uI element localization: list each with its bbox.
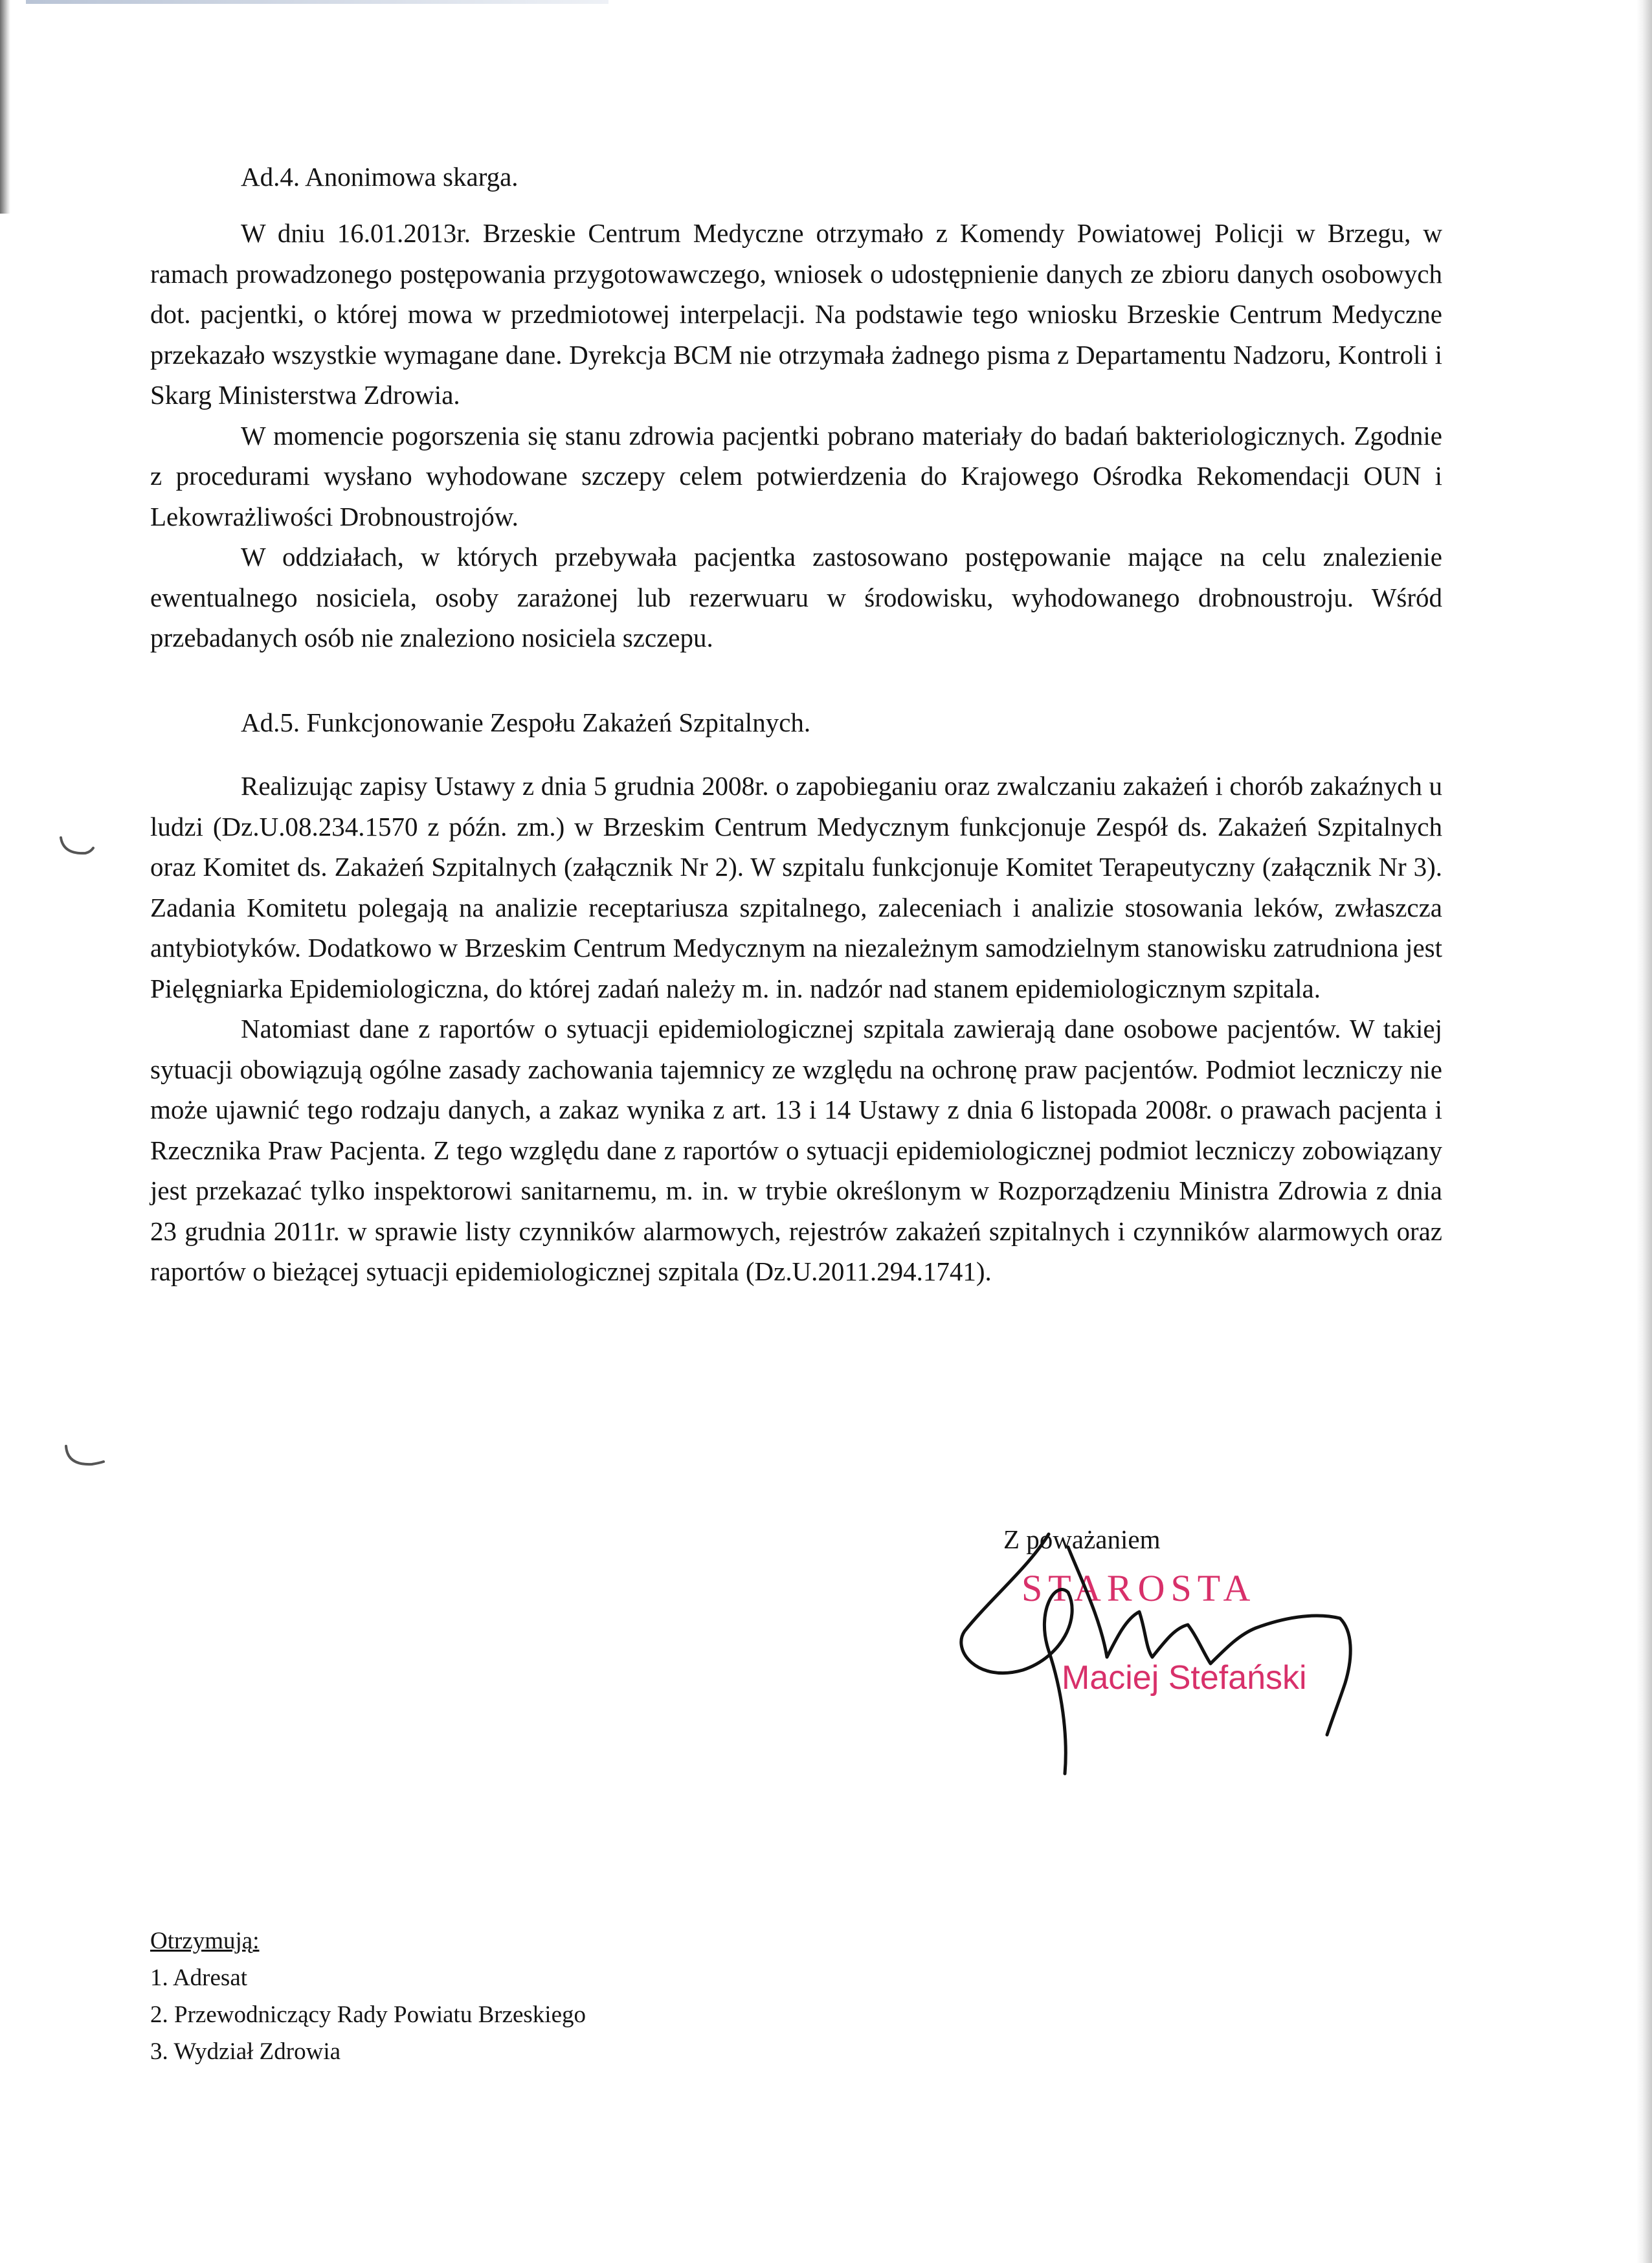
ad5-heading: Ad.5. Funkcjonowanie Zespołu Zakażeń Szpitalnych. — [241, 708, 811, 737]
punch-hole-mark-upper — [57, 835, 96, 861]
recipients-heading: Otrzymują: — [150, 1928, 260, 1954]
ad4-paragraph-3: W oddziałach, w których przebywała pacjentka zastosowano postępowanie mające na celu znalezienie ewentualnego nosiciela, osoby zarażonej lub rezerwuaru w środowisku, wyhodowanego drobnoustroju. Wśród przebadanych osób nie znaleziono nosiciela szczepu. — [150, 542, 1442, 652]
punch-hole-mark-lower — [62, 1445, 107, 1471]
scan-edge-right — [1636, 0, 1652, 2263]
closing-salutation: Z poważaniem — [1003, 1524, 1161, 1554]
handwritten-signature — [952, 1521, 1372, 1780]
recipient-item: 1. Adresat — [150, 1965, 248, 1991]
scan-edge-top — [26, 0, 608, 4]
recipients-block — [150, 1923, 586, 2070]
recipient-item: 2. Przewodniczący Rady Powiatu Brzeskiego — [150, 2001, 586, 2028]
stamp-name: Maciej Stefański — [1062, 1659, 1307, 1697]
recipient-item: 3. Wydział Zdrowia — [150, 2038, 341, 2065]
ad4-paragraph-1: W dniu 16.01.2013r. Brzeskie Centrum Medyczne otrzymało z Komendy Powiatowej Policji w Brzegu, w ramach prowadzonego postępowania przygotowawczego, wniosek o udostępnienie danych ze zbioru danych osobowych dot. pacjentki, o której mowa w przedmiotowej interpelacji. Na podstawie tego wniosku Brzeskie Centrum Medyczne przekazało wszystkie wymagane dane. Dyrekcja BCM nie otrzymała żadnego pisma z Departamentu Nadzoru, Kontroli i Skarg Ministerstwa Zdrowia. — [150, 218, 1442, 410]
stamp-title: STAROSTA — [1021, 1567, 1256, 1609]
ad5-paragraph-2: Natomiast dane z raportów o sytuacji epidemiologicznej szpitala zawierają dane osobowe pacjentów. W takiej sytuacji obowiązują ogólne zasady zachowania tajemnicy ze względu na ochronę praw pacjentów. Podmiot leczniczy nie może ujawnić tego rodzaju danych, a zakaz wynika z art. 13 i 14 Ustawy z dnia 6 listopada 2008r. o prawach pacjenta i Rzecznika Praw Pacjenta. Z tego względu dane z raportów o sytuacji epidemiologicznej podmiot leczniczy zobowiązany jest przekazać tylko inspektorowi sanitarnemu, m. in. w trybie określonym w Rozporządzeniu Ministra Zdrowia z dnia 23 grudnia 2011r. w sprawie listy czynników alarmowych, rejestrów zakażeń szpitalnych i czynników alarmowych oraz raportów o bieżącej sytuacji epidemiologicznej szpitala (Dz.U.2011.294.1741). — [150, 1014, 1442, 1286]
ad5-body — [150, 766, 1442, 1292]
scan-edge-left — [0, 0, 10, 214]
recipients-list — [150, 1959, 586, 2070]
ad5-paragraph-1: Realizując zapisy Ustawy z dnia 5 grudnia 2008r. o zapobieganiu oraz zwalczaniu zakażeń i chorób zakaźnych u ludzi (Dz.U.08.234.1570 z późn. zm.) w Brzeskim Centrum Medycznym funkcjonuje Zespół ds. Zakażeń Szpitalnych oraz Komitet ds. Zakażeń Szpitalnych (załącznik Nr 2). W szpitalu funkcjonuje Komitet Terapeutyczny (załącznik Nr 3). Zadania Komitetu polegają na analizie receptariusza szpitalnego, zaleceniach i analizie stosowania leków, zwłaszcza antybiotyków. Dodatkowo w Brzeskim Centrum Medycznym na niezależnym samodzielnym stanowisku zatrudniona jest Pielęgniarka Epidemiologiczna, do której zadań należy m. in. nadzór nad stanem epidemiologicznym szpitala. — [150, 771, 1442, 1003]
ad4-heading: Ad.4. Anonimowa skarga. — [241, 162, 519, 192]
ad4-paragraph-2: W momencie pogorszenia się stanu zdrowia pacjentki pobrano materiały do badań bakteriologicznych. Zgodnie z procedurami wysłano wyhodowane szczepy celem potwierdzenia do Krajowego Ośrodka Rekomendacji OUN i Lekowrażliwości Drobnoustrojów. — [150, 420, 1442, 531]
ad4-body — [150, 213, 1442, 658]
